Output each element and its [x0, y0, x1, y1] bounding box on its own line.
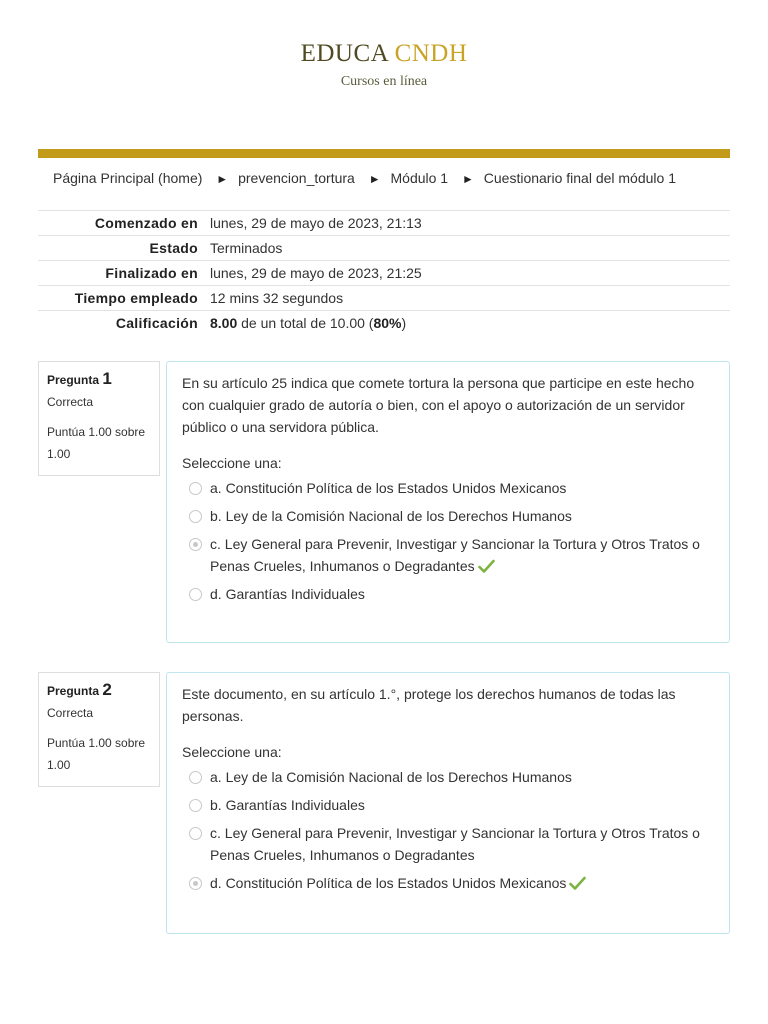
question-info-1 [38, 361, 160, 476]
summary-row-grade [38, 311, 730, 336]
question-label: Pregunta [47, 684, 100, 698]
finished-label: Finalizado en [105, 264, 198, 281]
question-grade: Puntúa 1.00 sobre 1.00 [47, 425, 146, 461]
radio-selected-icon[interactable] [189, 538, 202, 551]
breadcrumb-quiz-link[interactable]: Cuestionario final del módulo 1 [483, 170, 676, 186]
grade-percent: 80% [373, 314, 402, 331]
breadcrumb-course-link[interactable]: prevencion_tortura [238, 170, 355, 186]
site-header [0, 0, 768, 148]
summary-row-time [38, 286, 730, 311]
question-prompt: Seleccione una: [182, 744, 282, 760]
question-prompt: Seleccione una: [182, 455, 282, 471]
brand-name-part2: CNDH [394, 40, 468, 67]
started-label: Comenzado en [94, 214, 198, 231]
question-label: Pregunta [47, 373, 100, 387]
finished-value: lunes, 29 de mayo de 2023, 21:25 [210, 264, 422, 281]
summary-row-state [38, 236, 730, 261]
answer-option-c[interactable] [182, 533, 715, 577]
breadcrumb-separator-icon: ► [461, 172, 474, 186]
radio-icon[interactable] [189, 482, 202, 495]
answer-option-a[interactable] [182, 766, 715, 788]
answer-option-label: b. Ley de la Comisión Nacional de los Derechos Humanos [210, 508, 572, 524]
answer-option-b[interactable] [182, 794, 715, 816]
radio-icon[interactable] [189, 510, 202, 523]
site-logo[interactable] [0, 40, 768, 68]
answer-option-b[interactable] [182, 505, 715, 527]
summary-row-finished [38, 261, 730, 286]
grade-total: de un total de 10.00 ( [237, 314, 374, 331]
answer-option-label: b. Garantías Individuales [210, 797, 365, 813]
radio-icon[interactable] [189, 771, 202, 784]
radio-icon[interactable] [189, 799, 202, 812]
radio-selected-icon[interactable] [189, 877, 202, 890]
answer-option-text [210, 533, 715, 577]
question-grade: Puntúa 1.00 sobre 1.00 [47, 736, 146, 772]
correct-check-icon [569, 876, 586, 891]
question-state: Correcta [47, 395, 94, 409]
question-text: Este documento, en su artículo 1.°, protege los derechos humanos de todas las personas. [182, 686, 676, 724]
grade-score: 8.00 [210, 314, 238, 331]
question-content-1 [166, 361, 730, 643]
answer-option-label: d. Constitución Política de los Estados Unidos Mexicanos [210, 875, 567, 891]
attempt-summary-table [38, 210, 730, 336]
answer-option-label: a. Ley de la Comisión Nacional de los Derechos Humanos [210, 769, 572, 785]
grade-value [206, 311, 730, 336]
state-value: Terminados [210, 239, 283, 256]
answer-option-a[interactable] [182, 477, 715, 499]
answer-option-c[interactable] [182, 822, 715, 866]
question-content-2 [166, 672, 730, 934]
brand-name-part1: EDUCA [300, 40, 388, 67]
time-label: Tiempo empleado [74, 289, 198, 306]
answer-option-d[interactable] [182, 583, 715, 605]
answer-option-label: d. Garantías Individuales [210, 586, 365, 602]
breadcrumb-module-link[interactable]: Módulo 1 [390, 170, 449, 186]
answer-option-d[interactable] [182, 872, 715, 894]
breadcrumb-separator-icon: ► [368, 172, 381, 186]
breadcrumb [53, 170, 676, 186]
question-number: 2 [102, 680, 112, 699]
answer-option-label: c. Ley General para Prevenir, Investigar y Sancionar la Tortura y Otros Tratos o Penas Crueles, Inhumanos o Degradantes [210, 825, 700, 863]
breadcrumb-separator-icon: ► [216, 172, 229, 186]
time-value: 12 mins 32 segundos [210, 289, 344, 306]
question-number: 1 [102, 369, 112, 388]
answer-option-label: a. Constitución Política de los Estados Unidos Mexicanos [210, 480, 567, 496]
correct-check-icon [478, 559, 495, 574]
summary-row-started [38, 211, 730, 236]
state-label: Estado [149, 239, 198, 256]
question-info-2 [38, 672, 160, 787]
radio-icon[interactable] [189, 827, 202, 840]
question-text: En su artículo 25 indica que comete tortura la persona que participe en este hecho con cualquier grado de autoría o bien, con el apoyo o autorización de un servidor público o una servidora pública. [182, 375, 695, 435]
started-value: lunes, 29 de mayo de 2023, 21:13 [210, 214, 422, 231]
grade-close: ) [401, 314, 407, 331]
radio-icon[interactable] [189, 588, 202, 601]
answer-option-label: c. Ley General para Prevenir, Investigar y Sancionar la Tortura y Otros Tratos o Penas Crueles, Inhumanos o Degradantes [210, 536, 700, 574]
breadcrumb-home-link[interactable]: Página Principal (home) [53, 170, 203, 186]
grade-label: Calificación [115, 314, 198, 331]
header-divider-bar [38, 149, 730, 158]
answer-option-text [210, 872, 715, 894]
site-tagline: Cursos en línea [340, 74, 428, 89]
question-state: Correcta [47, 706, 94, 720]
